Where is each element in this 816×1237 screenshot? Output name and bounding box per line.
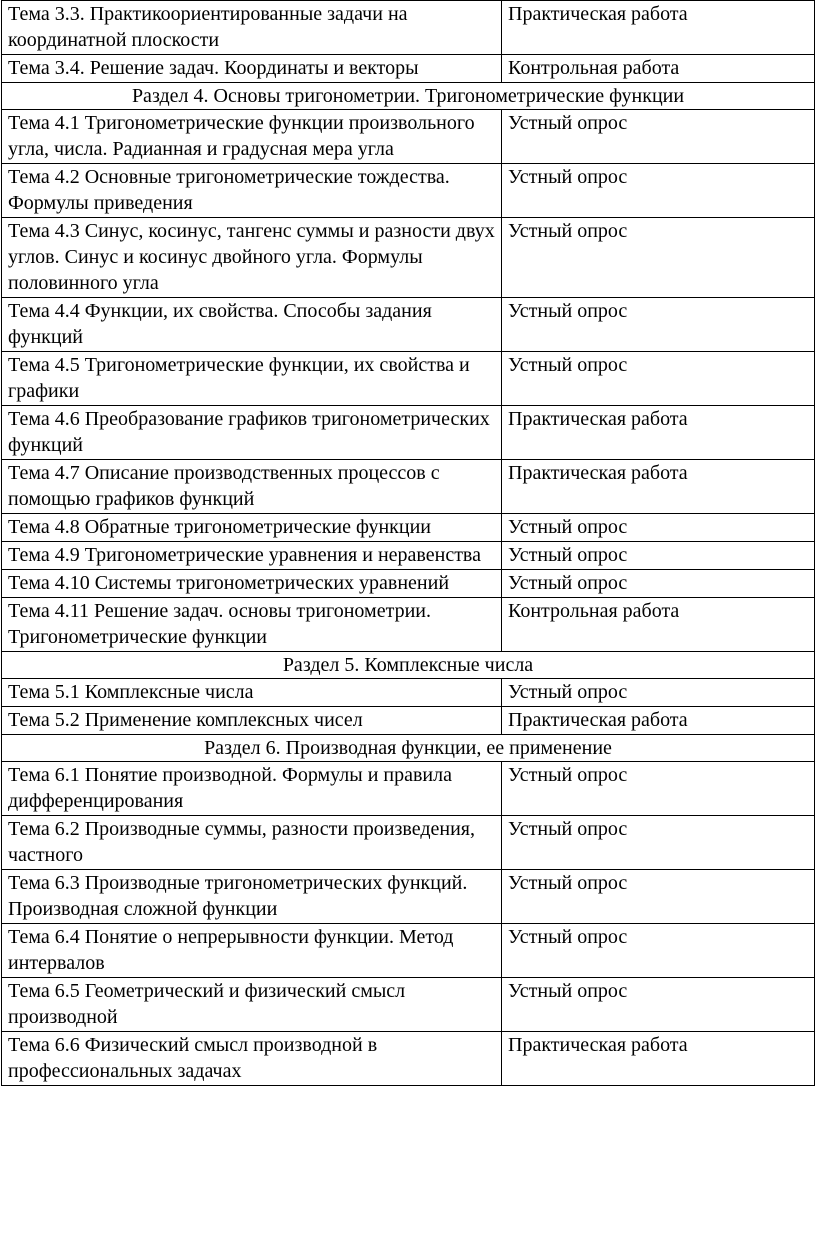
topic-row — [2, 598, 815, 652]
topic-row — [2, 55, 815, 83]
topic-cell: Тема 4.6 Преобразование графиков тригонометрических функций — [2, 406, 502, 460]
topic-cell: Тема 4.4 Функции, их свойства. Способы задания функций — [2, 298, 502, 352]
assessment-form-cell: Устный опрос — [502, 352, 815, 406]
topic-cell: Тема 3.4. Решение задач. Координаты и векторы — [2, 55, 502, 83]
section-row — [2, 652, 815, 679]
topic-row — [2, 542, 815, 570]
topic-cell: Тема 4.2 Основные тригонометрические тождества. Формулы приведения — [2, 164, 502, 218]
topic-row — [2, 514, 815, 542]
topic-row — [2, 570, 815, 598]
assessment-table — [1, 0, 815, 1086]
assessment-form-cell: Устный опрос — [502, 164, 815, 218]
section-row — [2, 83, 815, 110]
topic-cell: Тема 3.3. Практикоориентированные задачи на координатной плоскости — [2, 1, 502, 55]
assessment-form-cell: Практическая работа — [502, 406, 815, 460]
topic-row — [2, 110, 815, 164]
topic-row — [2, 707, 815, 735]
topic-row — [2, 298, 815, 352]
assessment-form-cell: Устный опрос — [502, 514, 815, 542]
section-row — [2, 735, 815, 762]
assessment-form-cell: Устный опрос — [502, 570, 815, 598]
assessment-form-cell: Контрольная работа — [502, 598, 815, 652]
assessment-form-cell: Контрольная работа — [502, 55, 815, 83]
section-title: Раздел 5. Комплексные числа — [2, 652, 815, 679]
assessment-form-cell: Устный опрос — [502, 978, 815, 1032]
assessment-form-cell: Устный опрос — [502, 542, 815, 570]
topic-cell: Тема 5.2 Применение комплексных чисел — [2, 707, 502, 735]
assessment-form-cell: Практическая работа — [502, 1032, 815, 1086]
topic-cell: Тема 4.10 Системы тригонометрических уравнений — [2, 570, 502, 598]
assessment-form-cell: Практическая работа — [502, 1, 815, 55]
assessment-form-cell: Устный опрос — [502, 679, 815, 707]
assessment-form-cell: Устный опрос — [502, 298, 815, 352]
topic-row — [2, 1032, 815, 1086]
topic-row — [2, 1, 815, 55]
topic-row — [2, 870, 815, 924]
topic-cell: Тема 4.1 Тригонометрические функции произвольного угла, числа. Радианная и градусная мера угла — [2, 110, 502, 164]
topic-cell: Тема 6.1 Понятие производной. Формулы и правила дифференцирования — [2, 762, 502, 816]
topic-cell: Тема 6.2 Производные суммы, разности произведения, частного — [2, 816, 502, 870]
topic-cell: Тема 4.7 Описание производственных процессов с помощью графиков функций — [2, 460, 502, 514]
topic-cell: Тема 6.5 Геометрический и физический смысл производной — [2, 978, 502, 1032]
topic-row — [2, 816, 815, 870]
topic-row — [2, 762, 815, 816]
topic-cell: Тема 4.9 Тригонометрические уравнения и неравенства — [2, 542, 502, 570]
assessment-form-cell: Устный опрос — [502, 218, 815, 298]
assessment-form-cell: Устный опрос — [502, 762, 815, 816]
topic-cell: Тема 4.11 Решение задач. основы тригонометрии. Тригонометрические функции — [2, 598, 502, 652]
assessment-form-cell: Устный опрос — [502, 870, 815, 924]
topic-cell: Тема 6.6 Физический смысл производной в профессиональных задачах — [2, 1032, 502, 1086]
topic-cell: Тема 4.5 Тригонометрические функции, их свойства и графики — [2, 352, 502, 406]
topic-cell: Тема 5.1 Комплексные числа — [2, 679, 502, 707]
topic-row — [2, 406, 815, 460]
topic-row — [2, 924, 815, 978]
topic-row — [2, 164, 815, 218]
topic-cell: Тема 4.3 Синус, косинус, тангенс суммы и разности двух углов. Синус и косинус двойного угла. Формулы половинного угла — [2, 218, 502, 298]
assessment-form-cell: Устный опрос — [502, 924, 815, 978]
assessment-form-cell: Практическая работа — [502, 707, 815, 735]
topic-cell: Тема 6.4 Понятие о непрерывности функции. Метод интервалов — [2, 924, 502, 978]
topic-row — [2, 679, 815, 707]
assessment-form-cell: Устный опрос — [502, 110, 815, 164]
section-title: Раздел 6. Производная функции, ее применение — [2, 735, 815, 762]
topic-row — [2, 352, 815, 406]
assessment-form-cell: Устный опрос — [502, 816, 815, 870]
topic-row — [2, 460, 815, 514]
topic-cell: Тема 4.8 Обратные тригонометрические функции — [2, 514, 502, 542]
assessment-form-cell: Практическая работа — [502, 460, 815, 514]
section-title: Раздел 4. Основы тригонометрии. Тригонометрические функции — [2, 83, 815, 110]
topic-row — [2, 218, 815, 298]
topic-cell: Тема 6.3 Производные тригонометрических функций. Производная сложной функции — [2, 870, 502, 924]
assessment-table-body — [2, 1, 815, 1086]
topic-row — [2, 978, 815, 1032]
